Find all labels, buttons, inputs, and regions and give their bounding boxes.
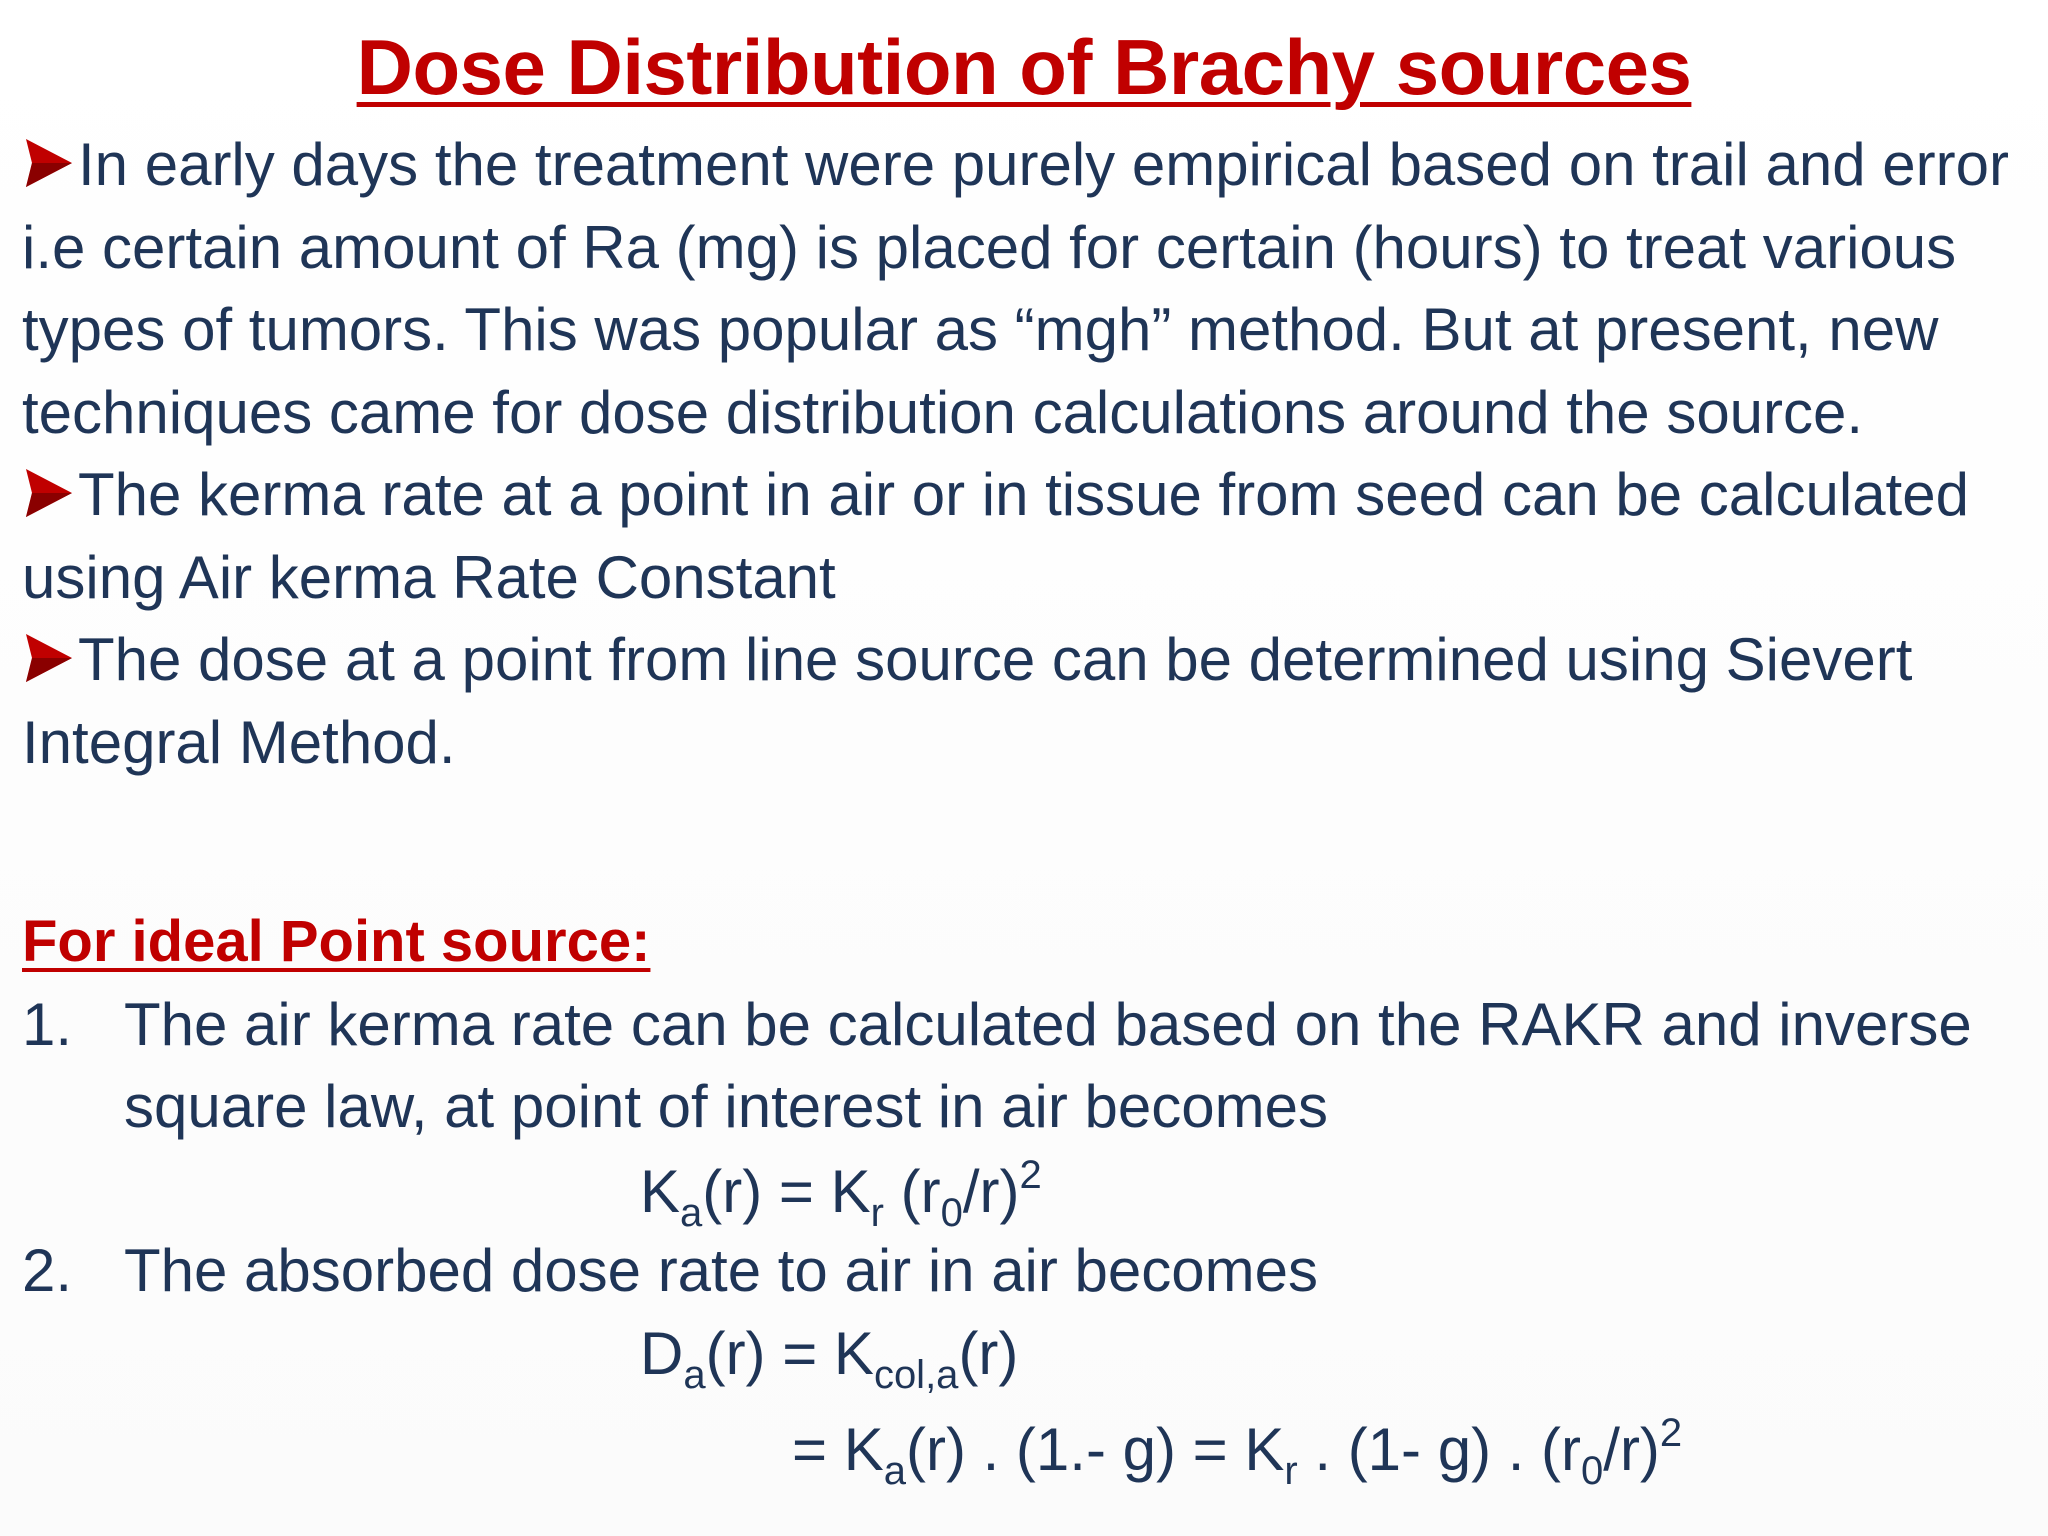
item-number: 1. (22, 991, 73, 1058)
bullet-list (22, 124, 2032, 784)
item-number: 2. (22, 1237, 73, 1304)
bullet-text: The dose at a point from line source can be determined using Sievert Integral Method. (22, 626, 1913, 776)
bullet-item (22, 619, 2032, 784)
formula-air-kerma-rate: $K_a(r) = K_r$ $(r_0/r)^2$ (640, 1153, 1042, 1235)
bullet-item (22, 124, 2032, 454)
slide-title (0, 23, 2048, 111)
numbered-item (22, 1230, 2022, 1312)
arrow-bullet-icon (22, 630, 76, 686)
bullet-text: In early days the treatment were purely empirical based on trail and error i.e certain amount of Ra (mg) is placed for certain (hours) to treat various types of tumors. This was popular as “mgh” method. But at present, new techniques came for dose distribution calculations around the source. (22, 131, 2009, 446)
bullet-item (22, 454, 2032, 619)
section-heading: For ideal Point source: (22, 909, 651, 974)
numbered-item (22, 984, 2022, 1148)
formula-absorbed-dose: $D_a(r) = K_{col,a}(r)$ (640, 1320, 1019, 1397)
bullet-text: The kerma rate at a point in air or in tissue from seed can be calculated using Air kerma Rate Constant (22, 461, 1969, 611)
arrow-bullet-icon (22, 465, 76, 521)
slide-title-text: Dose Distribution of Brachy sources (356, 23, 1692, 111)
item-text: The air kerma rate can be calculated based on the RAKR and inverse square law, at point of interest in air becomes (124, 991, 1972, 1140)
item-text: The absorbed dose rate to air in air becomes (124, 1237, 1318, 1304)
arrow-bullet-icon (22, 135, 76, 191)
formula-absorbed-dose-expanded: = $K_a(r)$ . (1.- $g) = K_r$ . (1- g) . $(r_0/r)^2$ (792, 1411, 1683, 1493)
